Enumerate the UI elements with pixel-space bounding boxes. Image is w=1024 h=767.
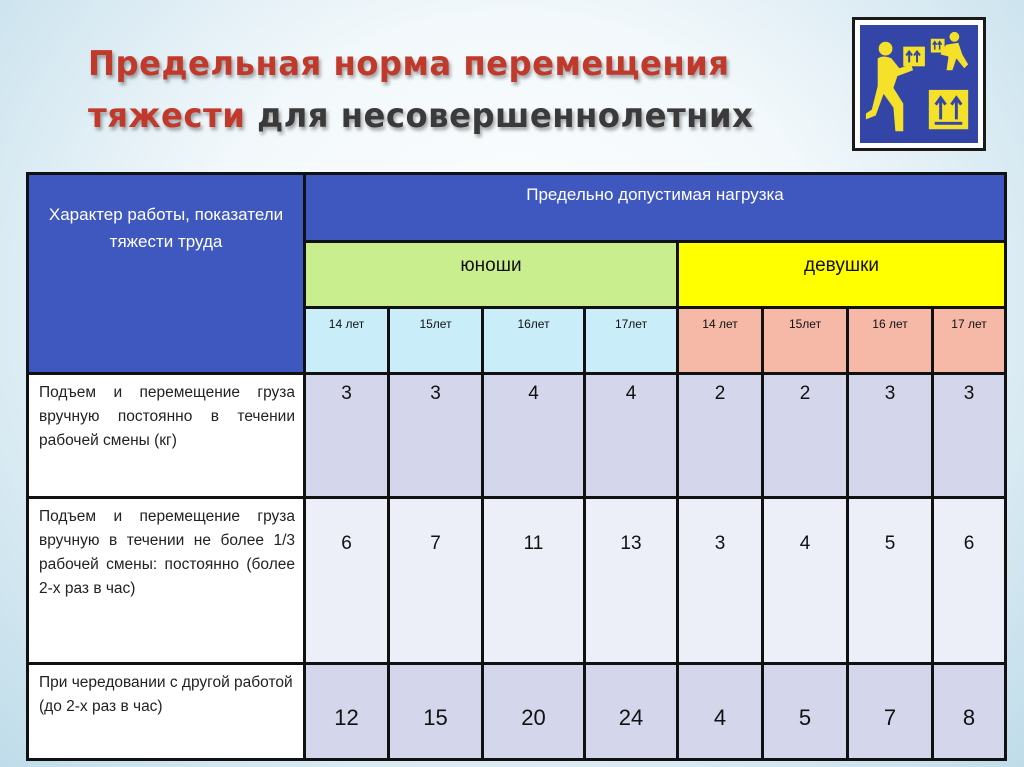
value-girls-15: 2 xyxy=(763,374,848,498)
value-boys-15: 3 xyxy=(389,374,483,498)
age-boys-15: 15лет xyxy=(389,308,483,374)
value-girls-15: 5 xyxy=(763,664,848,760)
value-boys-17: 24 xyxy=(585,664,678,760)
value-girls-16: 3 xyxy=(848,374,933,498)
value-boys-16: 11 xyxy=(483,498,585,664)
title-line-2 xyxy=(88,90,772,142)
row-label: Подъем и перемещение груза вручную в течении не более 1/3 рабочей смены: постоянно (более 2-х раз в час) xyxy=(28,498,305,664)
value-boys-16: 4 xyxy=(483,374,585,498)
value-girls-17: 6 xyxy=(933,498,1006,664)
value-boys-17: 4 xyxy=(585,374,678,498)
value-boys-17: 13 xyxy=(585,498,678,664)
age-girls-14: 14 лет xyxy=(678,308,763,374)
row-label: При чередовании с другой работой (до 2-х раз в час) xyxy=(28,664,305,760)
age-girls-16: 16 лет xyxy=(848,308,933,374)
page-title xyxy=(88,38,772,142)
cargo-lifting-sign-icon xyxy=(852,17,986,151)
header-group-girls: девушки xyxy=(678,242,1006,308)
header-row-load xyxy=(28,174,1006,242)
value-boys-15: 15 xyxy=(389,664,483,760)
value-boys-14: 6 xyxy=(305,498,389,664)
age-girls-15: 15лет xyxy=(763,308,848,374)
value-boys-15: 7 xyxy=(389,498,483,664)
age-boys-14: 14 лет xyxy=(305,308,389,374)
value-girls-16: 5 xyxy=(848,498,933,664)
value-girls-17: 8 xyxy=(933,664,1006,760)
age-girls-17: 17 лет xyxy=(933,308,1006,374)
value-girls-17: 3 xyxy=(933,374,1006,498)
value-girls-14: 4 xyxy=(678,664,763,760)
cargo-lifting-illustration xyxy=(860,25,978,143)
value-girls-14: 3 xyxy=(678,498,763,664)
title-word-minors: для несовершеннолетних xyxy=(245,96,754,136)
load-norms-table xyxy=(26,172,1007,761)
table-row xyxy=(28,498,1006,664)
row-label: Подъем и перемещение груза вручную постоянно в течении рабочей смены (кг) xyxy=(28,374,305,498)
table-row xyxy=(28,664,1006,760)
header-allowed-load: Предельно допустимая нагрузка xyxy=(305,174,1006,242)
value-boys-16: 20 xyxy=(483,664,585,760)
table-row xyxy=(28,374,1006,498)
title-word-heavy: тяжести xyxy=(88,96,246,136)
title-line-1: Предельная норма перемещения xyxy=(88,44,730,84)
header-work-character: Характер работы, показатели тяжести труда xyxy=(28,174,305,374)
header-group-boys: юноши xyxy=(305,242,678,308)
value-boys-14: 3 xyxy=(305,374,389,498)
value-girls-14: 2 xyxy=(678,374,763,498)
age-boys-16: 16лет xyxy=(483,308,585,374)
value-girls-16: 7 xyxy=(848,664,933,760)
age-boys-17: 17лет xyxy=(585,308,678,374)
value-girls-15: 4 xyxy=(763,498,848,664)
value-boys-14: 12 xyxy=(305,664,389,760)
